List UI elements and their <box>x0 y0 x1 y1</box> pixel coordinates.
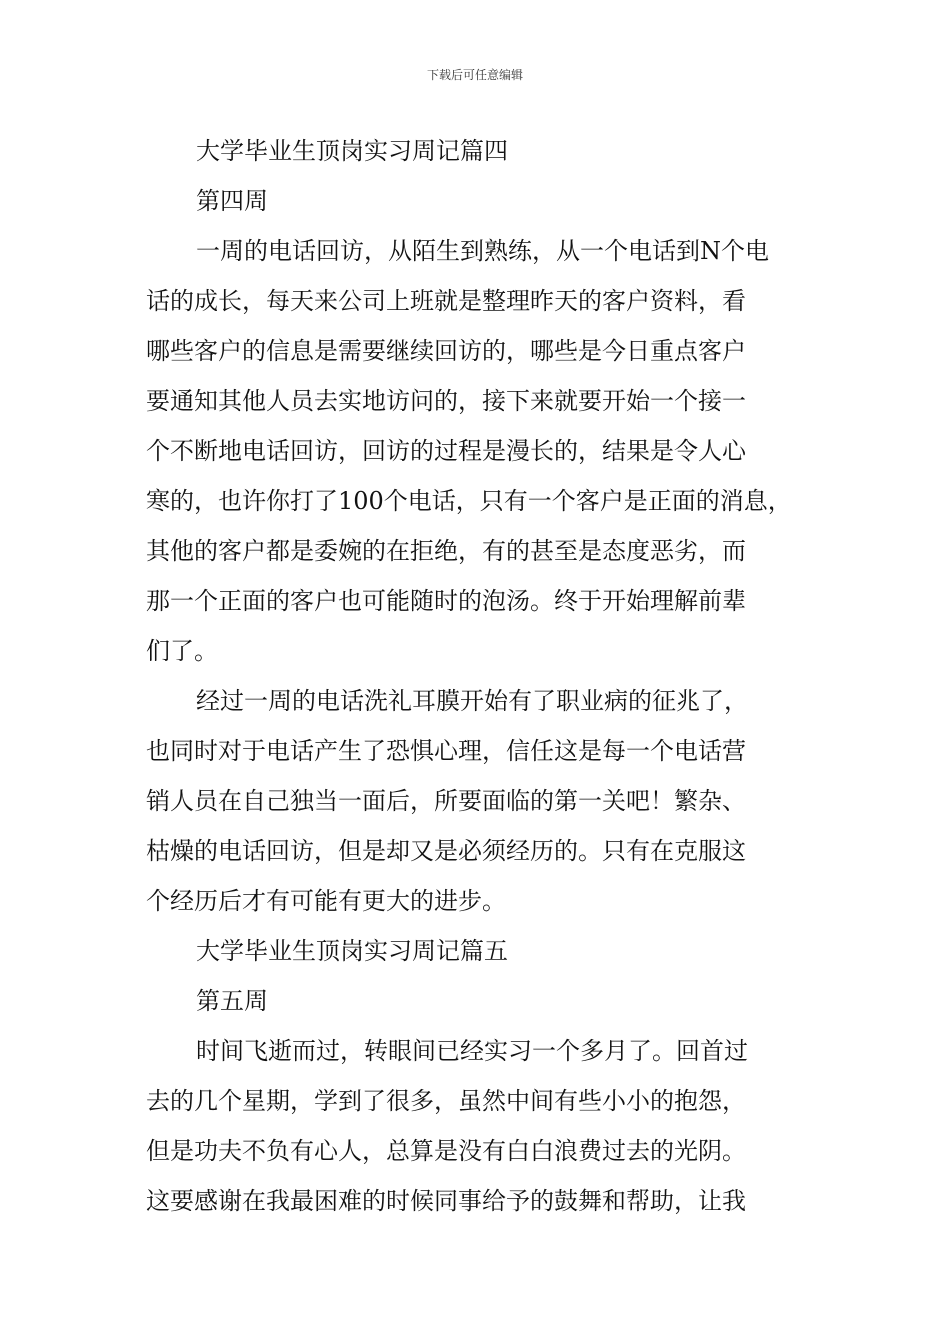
text-line: 大学毕业生顶岗实习周记篇四 <box>196 137 508 165</box>
text-line: 要通知其他人员去实地访问的，接下来就要开始一个接一 <box>146 387 746 415</box>
text-line: 时间飞逝而过，转眼间已经实习一个多月了。回首过 <box>196 1037 748 1065</box>
text-line: 但是功夫不负有心人，总算是没有白白浪费过去的光阴。 <box>146 1137 746 1165</box>
text-line: 经过一周的电话洗礼耳膜开始有了职业病的征兆了， <box>196 687 748 715</box>
text-line: 大学毕业生顶岗实习周记篇五 <box>196 937 508 965</box>
text-line: 那一个正面的客户也可能随时的泡汤。终于开始理解前辈 <box>146 587 746 615</box>
text-line: 也同时对于电话产生了恐惧心理，信任这是每一个电话营 <box>146 737 746 765</box>
text-line: 其他的客户都是委婉的在拒绝，有的甚至是态度恶劣，而 <box>146 537 746 565</box>
text-line: 个不断地电话回访，回访的过程是漫长的，结果是令人心 <box>146 437 746 465</box>
text-line: 寒的，也许你打了100个电话，只有一个客户是正面的消息， <box>146 487 792 515</box>
text-line: 们了。 <box>146 637 218 665</box>
text-line: 第四周 <box>196 187 268 215</box>
text-line: 话的成长，每天来公司上班就是整理昨天的客户资料，看 <box>146 287 746 315</box>
text-line: 去的几个星期，学到了很多，虽然中间有些小小的抱怨， <box>146 1087 746 1115</box>
header-note: 下载后可任意编辑 <box>426 68 523 82</box>
text-line: 枯燥的电话回访，但是却又是必须经历的。只有在克服这 <box>146 837 746 865</box>
text-line: 第五周 <box>196 987 268 1015</box>
text-line: 销人员在自己独当一面后，所要面临的第一关吧！繁杂、 <box>146 787 746 815</box>
text-line: 这要感谢在我最困难的时候同事给予的鼓舞和帮助，让我 <box>146 1187 746 1215</box>
text-line: 一周的电话回访，从陌生到熟练，从一个电话到N个电 <box>196 237 769 265</box>
text-line: 哪些客户的信息是需要继续回访的，哪些是今日重点客户 <box>146 337 746 365</box>
text-line: 个经历后才有可能有更大的进步。 <box>146 887 506 915</box>
document-body <box>146 126 826 1226</box>
